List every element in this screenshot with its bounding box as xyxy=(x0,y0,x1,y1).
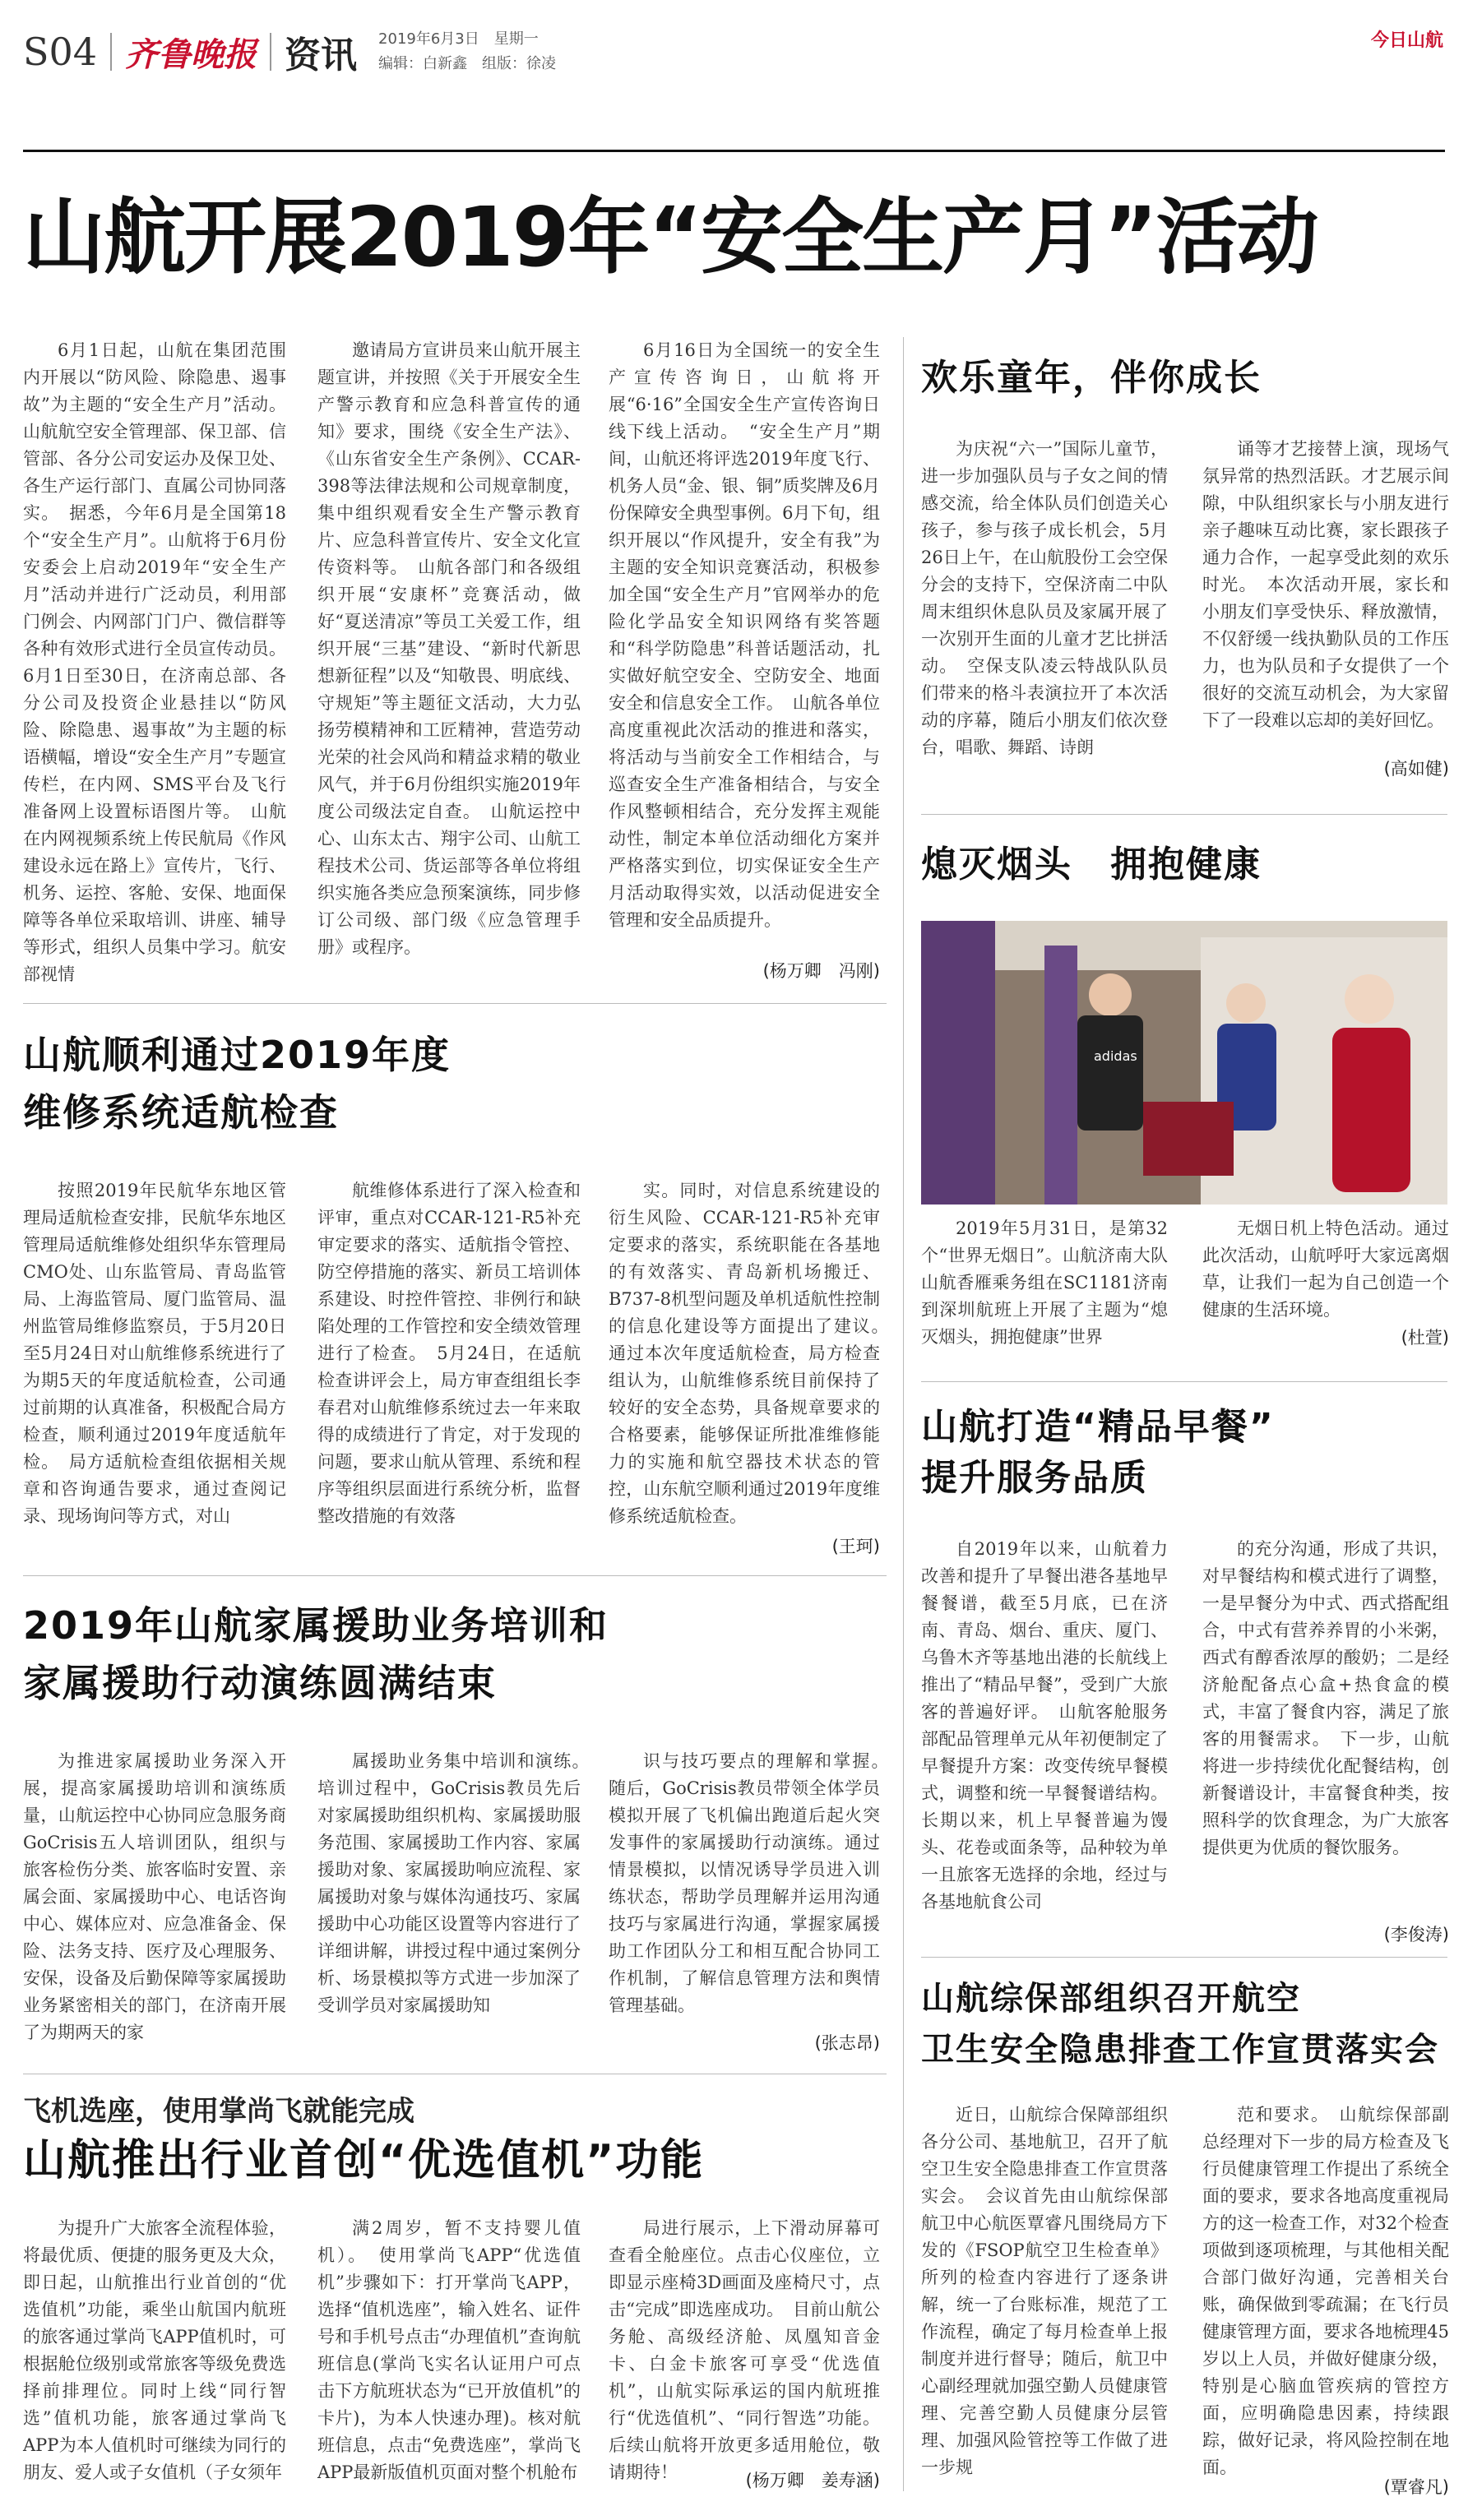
a3-title-line2: 家属援助行动演练圆满结束 xyxy=(23,1661,497,1705)
headline: 山航开展2019年“安全生产月”活动 xyxy=(23,189,1317,285)
paper-logo: 齐鲁晚报 xyxy=(125,35,257,74)
a3-col3: 识与技巧要点的理解和掌握。 随后，GoCrisis教员带领全体学员模拟开展了飞机偏出跑道后起火突发事件的家属援助行动演练。通过情景模拟，以情况诱导学员进入训练状态，帮助学员理解并运用沟通技巧与家属进行沟通，掌握家属援助工作团队分工和相互配合协同工作机制，了解信息管理方法和舆情管理基础。 xyxy=(609,1751,897,2015)
a2-title-line1: 山航顺利通过2019年度 xyxy=(23,1033,452,1077)
r2-title: 熄灭烟头 拥抱健康 xyxy=(921,844,1262,885)
a2-title xyxy=(23,1026,887,1141)
divider-a2 xyxy=(23,1003,887,1004)
divider-r2 xyxy=(921,814,1447,815)
a3-title xyxy=(23,1597,887,1712)
a1-col1: 6月1日起，山航在集团范围内开展以“防风险、除隐患、遏事故”为主题的“安全生产月”活动。山航航空安全管理部、保卫部、信管部、各分公司安运办及保卫处、各生产运行部门、直属公司协同落实。 据悉，今年6月是全国第18个“安全生产月”。山航将于6月份安委会上启动2019年“安全生产月”活动并进行广泛动员，利用部门例会、内网部门门户、微信群等各种有效形式进行全员宣传动员。6月1日至30日，在济南总部、各分公司及投资企业悬挂以“防风险、除隐患、遏事故”为主题的标语横幅，增设“安全生产月”专题宣传栏，在内网、SMS平台及飞行准备网上设置标语图片等。 山航在内网视频系统上传民航局《作风建设永远在路上》宣传片，飞行、机务、运控、客舱、安保、地面保障等各单位采取培训、讲座、辅导等形式，组织人员集中学习。航安部视情 xyxy=(23,340,286,984)
masthead-meta xyxy=(378,27,556,76)
r3-col2: 的充分沟通，形成了共识，对早餐结构和模式进行了调整，一是早餐分为中式、西式搭配组合，中式有营养养胃的小米粥，西式有醇香浓厚的酸奶；二是经济舱配备点心盒+热食盒的模式，丰富了餐食内容，满足了旅客的用餐需求。 下一步，山航将进一步持续优化配餐结构，创新餐谱设计，丰富餐食种类，按照科学的饮食理念，为广大旅客提供更为优质的餐饮服务。 xyxy=(1202,1539,1449,1857)
a4-col1: 为提升广大旅客全流程体验，将最优质、便捷的服务更及大众，即日起，山航推出行业首创的“优选值机”功能，乘坐山航国内航班的旅客通过掌尚飞APP值机时，可根据舱位级别或常旅客等级免费选择前排理位。同时上线“同行智选”值机功能，旅客通过掌尚飞APP为本人值机时可继续为同行的朋友、爱人或子女值机（子女须年 xyxy=(23,2218,286,2482)
a3-credit: (张志昂) xyxy=(814,2033,880,2053)
a3-title-line1: 2019年山航家属援助业务培训和 xyxy=(23,1603,609,1648)
r1-credit: (高如健) xyxy=(1383,759,1449,779)
r3-credit: (李俊涛) xyxy=(1383,1925,1449,1944)
a2-credit: (王珂) xyxy=(831,1537,880,1556)
masthead-rule xyxy=(23,150,1445,152)
masthead-divider xyxy=(110,33,112,71)
r2-col1: 2019年5月31日，是第32个“世界无烟日”。山航济南大队山航香雁乘务组在SC1181济南到深圳航班上开展了主题为“熄灭烟头，拥抱健康”世界 xyxy=(921,1218,1168,1347)
r4-col1: 近日，山航综合保障部组织各分公司、基地航卫，召开了航空卫生安全隐患排查工作宣贯落实会。 会议首先由山航综保部航卫中心航医覃睿凡围绕局方下发的《FSOP航空卫生检查单》所列的检查内容进行了逐条讲解，统一了台账标准，规范了工作流程，确定了每月检查单上报制度并进行督导；随后，航卫中心副经理就加强空勤人员健康管理、完善空勤人员健康分层管理、加强风险管控等工作做了进一步规 xyxy=(921,2105,1168,2477)
r3-title-line2: 提升服务品质 xyxy=(921,1457,1148,1499)
r1-col1: 为庆祝“六一”国际儿童节，进一步加强队员与子女之间的情感交流，给全体队员们创造关心孩子，参与孩子成长机会，5月26日上午，在山航股份工会空保分会的支持下，空保济南二中队周末组织休息队员及家属开展了一次别开生面的儿童才艺比拼活动。 空保支队凌云特战队队员们带来的格斗表演拉开了本次活动的序幕，随后小朋友们依次登台，唱歌、舞蹈、诗朗 xyxy=(921,439,1168,757)
masthead-divider-2 xyxy=(270,33,271,71)
r2-col2: 无烟日机上特色活动。通过此次活动，山航呼吁大家远离烟草，让我们一起为自己创造一个健康的生活环境。 xyxy=(1202,1218,1449,1320)
a3-col2: 属援助业务集中培训和演练。 培训过程中，GoCrisis教员先后对家属援助组织机构、家属援助服务范围、家属援助工作内容、家属援助对象、家属援助响应流程、家属援助对象与媒体沟通技巧、家属援助中心功能区设置等内容进行了详细讲解，讲授过程中通过案例分析、场景模拟等方式进一步加深了受训学员对家属援助知 xyxy=(317,1751,598,2015)
photo-shirt-text: adidas xyxy=(1094,1048,1137,1064)
divider-r4 xyxy=(921,1957,1447,1958)
a1-col2: 邀请局方宣讲员来山航开展主题宣讲，并按照《关于开展安全生产警示教育和应急科普宣传的通知》要求，围绕《安全生产法》、《山东省安全生产条例》、CCAR-398等法律法规和公司规章制度，集中组织观看安全生产警示教育片、应急科普宣传片、安全文化宣传资料等。 山航各部门和各级组织开展“安康杯”竞赛活动，做好“夏送清凉”等员工关爱工作，组织开展“三基”建设、“新时代新思想新征程”以及“知敬畏、明底线、守规矩”等主题征文活动，大力弘扬劳模精神和工匠精神，营造劳动光荣的社会风尚和精益求精的敬业风气，并于6月份组织实施2019年度公司级法定自查。 山航运控中心、山东太古、翔宇公司、山航工程技术公司、货运部等各单位将组织实施各类应急预案演练，同步修订公司级、部门级《应急管理手册》或程序。 xyxy=(317,340,581,957)
page-number: S04 xyxy=(23,30,98,74)
r3-title xyxy=(921,1402,1447,1504)
date-line: 2019年6月3日 星期一 xyxy=(378,30,539,48)
divider-r3 xyxy=(921,1381,1447,1382)
section-name: 资讯 xyxy=(285,35,358,76)
a1-credit: (杨万卿 冯刚) xyxy=(762,961,880,981)
r1-title: 欢乐童年，伴你成长 xyxy=(921,357,1262,399)
r3-col1: 自2019年以来，山航着力改善和提升了早餐出港各基地早餐餐谱，截至5月底，已在济南、青岛、烟台、重庆、厦门、乌鲁木齐等基地出港的长航线上推出了“精品早餐”，受到广大旅客的普遍好评。 山航客舱服务部配品管理单元从年初便制定了早餐提升方案：改变传统早餐模式，调整和统一早餐餐谱结构。长期以来，机上早餐普遍为馒头、花卷或面条等，品种较为单一且旅客无选择的余地，经过与各基地航食公司 xyxy=(921,1539,1168,1912)
a4-col2: 满2周岁，暂不支持婴儿值机）。 使用掌尚飞APP“优选值机”步骤如下：打开掌尚飞APP，选择“值机选座”，输入姓名、证件号和手机号点击“办理值机”查询航班信息(掌尚飞实名认证用户可点击下方航班状态为“已开放值机”的卡片)，为本人快速办理)。核对航班信息，点击“免费选座”，掌尚飞APP最新版值机页面对整个机舱布 xyxy=(317,2218,581,2482)
a2-col1: 按照2019年民航华东地区管理局适航检查安排，民航华东地区管理局适航维修处组织华东管理局CMO处、山东监管局、青岛监管局、上海监管局、厦门监管局、温州监管局维修监察员，于5月20日至5月24日对山航维修系统进行了为期5天的年度适航检查，公司通过前期的认真准备，积极配合局方检查，顺利通过2019年度适航年检。 局方适航检查组依据相关规章和咨询通告要求，通过查阅记录、现场询问等方式，对山 xyxy=(23,1181,286,1526)
a4-title: 山航推出行业首创“优选值机”功能 xyxy=(23,2136,705,2185)
a2-title-line2: 维修系统适航检查 xyxy=(23,1090,339,1135)
a3-col1: 为推进家属援助业务深入开展，提高家属援助培训和演练质量，山航运控中心协同应急服务商GoCrisis五人培训团队，组织与旅客检伤分类、旅客临时安置、亲属会面、家属援助中心、电话咨询中心、媒体应对、应急准备金、保险、法务支持、医疗及心理服务、安保，设备及后勤保障等家属援助业务紧密相关的部门，在济南开展了为期两天的家 xyxy=(23,1751,286,2042)
photo-cabin xyxy=(921,921,1447,1205)
r4-credit: (覃睿凡) xyxy=(1383,2477,1449,2497)
r1-col2: 诵等才艺接替上演，现场气氛异常的热烈活跃。才艺展示间隙，中队组织家长与小朋友进行亲子趣味互动比赛，家长跟孩子通力合作，一起享受此刻的欢乐时光。 本次活动开展，家长和小朋友们享受快乐、释放激情，不仅舒缓一线执勤队员的工作压力，也为队员和子女提供了一个很好的交流互动机会，为大家留下了一段难以忘却的美好回忆。 xyxy=(1202,439,1449,730)
a1-col3: 6月16日为全国统一的安全生产宣传咨询日，山航将开展“6·16”全国安全生产宣传咨询日线下线上活动。 “安全生产月”期间，山航还将评选2019年度飞行、机务人员“金、银、铜”质奖牌及6月份保障安全典型事例。6月下旬，组织开展以“作风提升，安全有我”为主题的安全知识竞赛活动，积极参加全国“安全生产月”官网举办的危险化学品安全知识网络有奖答题和“科学防隐患”科普话题活动，扎实做好航空安全、空防安全、地面安全和信息安全工作。 山航各单位高度重视此次活动的推进和落实，将活动与当前安全工作相结合，与巡查安全生产准备相结合，与安全作风整顿相结合，充分发挥主观能动性，制定本单位活动细化方案并严格落实到位，切实保证安全生产月活动取得实效，以活动促进安全管理和安全品质提升。 xyxy=(609,340,880,930)
r4-title xyxy=(921,1973,1447,2075)
r4-title-line1: 山航综保部组织召开航空 xyxy=(921,1980,1301,2018)
a4-subtitle: 飞机选座，使用掌尚飞就能完成 xyxy=(23,2095,414,2128)
divider-a3 xyxy=(23,1575,887,1576)
r2-credit: (杜萱) xyxy=(1401,1328,1449,1348)
a2-col2: 航维修体系进行了深入检查和评审，重点对CCAR-121-R5补充审定要求的落实、适航指令管控、防空停措施的落实、新员工培训体系建设、时控件管控、非例行和缺陷处理的工作管控和安全绩效管理进行了检查。 5月24日，在适航检查讲评会上，局方审查组组长李春君对山航维修系统过去一年来取得的成绩进行了肯定，对于发现的问题，要求山航从管理、系统和程序等组织层面进行系统分析，监督整改措施的有效落 xyxy=(317,1181,581,1526)
r4-col2: 范和要求。 山航综保部副总经理对下一步的局方检查及飞行员健康管理工作提出了系统全面的要求，要求各地高度重视局方的这一检查工作，对32个检查项做到逐项梳理，与其他相关配合部门做好沟通，完善相关台账，确保做到零疏漏；在飞行员健康管理方面，要求各地梳理45岁以上人员，并做好健康分级，特别是心脑血管疾病的管控方面，应明确隐患因素，持续跟踪，做好记录，将风险控制在地面。 xyxy=(1202,2105,1449,2477)
editor-line: 编辑：白新鑫 组版：徐凌 xyxy=(378,55,557,72)
a4-col3: 局进行展示，上下滑动屏幕可查看全舱座位。点击心仪座位，立即显示座椅3D画面及座椅尺寸，点击“完成”即选座成功。 目前山航公务舱、高级经济舱、凤凰知音金卡、白金卡旅客可享受“优选值机”，山航实际承运的国内航班推行“优选值机”、“同行智选”功能。后续山航将开放更多适用舱位，敬请期待！ xyxy=(609,2218,880,2482)
r3-title-line1: 山航打造“精品早餐” xyxy=(921,1406,1275,1448)
r4-title-line2: 卫生安全隐患排查工作宣贯落实会 xyxy=(921,2031,1439,2069)
column-divider xyxy=(903,337,904,2491)
column-label: 今日山航 xyxy=(1370,30,1443,51)
a2-col3: 实。同时，对信息系统建设的衍生风险、CCAR-121-R5补充审定要求的落实，系统职能在各基地的有效落实、青岛新机场搬迁、B737-8机型问题及单机适航性控制的信息化建设等方面提出了建议。 通过本次年度适航检查，局方检查组认为，山航维修系统目前保持了较好的安全态势，具备规章要求的合格要素，能够保证所批准维修能力的实施和航空器技术状态的管控，山东航空顺利通过2019年度维修系统适航检查。 xyxy=(609,1181,897,1526)
photo-illustration xyxy=(921,921,1447,1205)
a4-credit: (杨万卿 姜寿涵) xyxy=(745,2471,880,2490)
masthead xyxy=(23,23,556,81)
